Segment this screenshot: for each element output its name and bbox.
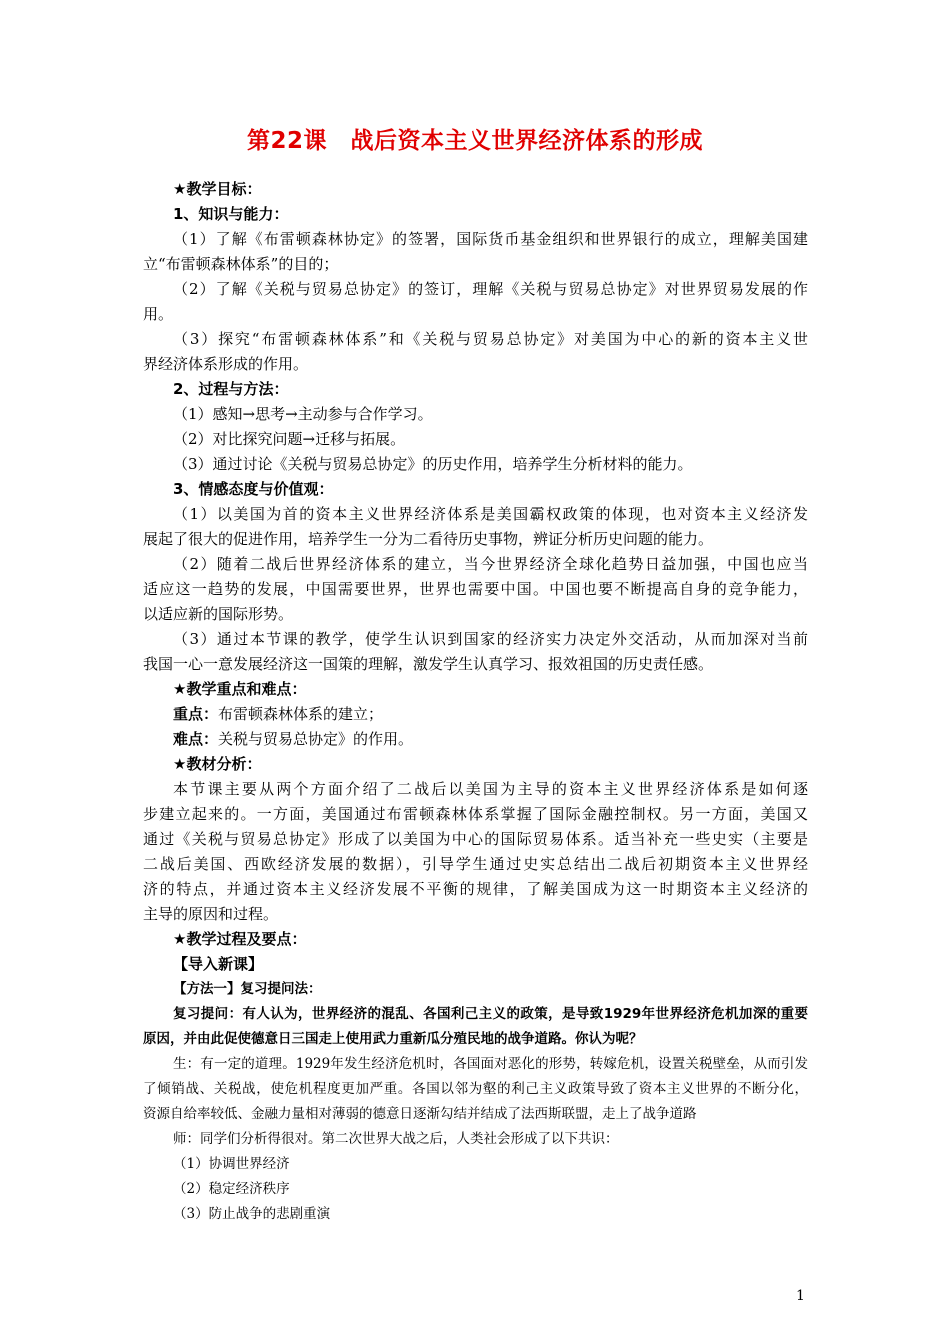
text-line: （3）通过本节课的教学，使学生认识到国家的经济实力决定外交活动，从而加深对当前: [173, 630, 808, 648]
text-line: 2、过程与方法：: [173, 380, 289, 398]
text-line: ★教学重点和难点：: [173, 680, 307, 698]
text-line: 用。: [143, 305, 174, 323]
text-line: （3）防止战争的悲剧重演: [173, 1206, 331, 1222]
text-line: 3、情感态度与价值观：: [173, 480, 334, 498]
text-line: 步建立起来的。一方面，美国通过布雷顿森林体系掌握了国际金融控制权。另一方面，美国又: [143, 805, 808, 823]
text-line: （2）了解《关税与贸易总协定》的签订，理解《关税与贸易总协定》对世界贸易发展的作: [173, 280, 808, 298]
text-line: 【导入新课】: [173, 955, 264, 973]
text-line: 适应这一趋势的发展，中国需要世界，世界也需要中国。中国也要不断提高自身的竞争能力，: [143, 580, 808, 598]
text-line: （2）对比探究问题→迁移与拓展。: [173, 430, 406, 448]
text-line: 1、知识与能力：: [173, 205, 289, 223]
text-line: 本节课主要从两个方面介绍了二战后以美国为主导的资本主义世界经济体系是如何逐: [173, 780, 808, 798]
document-body: [143, 177, 808, 1227]
text-line: ★教学目标：: [173, 180, 262, 198]
text-line: （1）协调世界经济: [173, 1156, 290, 1172]
text-line: 立“布雷顿森林体系”的目的；: [143, 255, 339, 273]
text-line: 【方法一】复习提问法：: [173, 981, 322, 997]
text-line: （2）随着二战后世界经济体系的建立，当今世界经济全球化趋势日益加强，中国也应当: [173, 555, 808, 573]
text-line: （2）稳定经济秩序: [173, 1181, 290, 1197]
inline-label: 重点：: [173, 705, 219, 723]
text-line: ★教学过程及要点：: [173, 930, 307, 948]
text-line: [143, 702, 808, 727]
inline-label: 难点：: [173, 730, 219, 748]
inline-text: 关税与贸易总协定》的作用。: [218, 730, 414, 748]
text-line: （1）以美国为首的资本主义世界经济体系是美国霸权政策的体现，也对资本主义经济发: [173, 505, 808, 523]
text-line: 复习提问：有人认为，世界经济的混乱、各国利己主义的政策，是导致1929年世界经济危机加深的重要: [173, 1006, 808, 1022]
text-line: ★教材分析：: [173, 755, 262, 773]
text-line: 济的特点，并通过资本主义经济发展不平衡的规律，了解美国成为这一时期资本主义经济的: [143, 880, 808, 898]
text-line: 以适应新的国际形势。: [143, 605, 294, 623]
text-line: 了倾销战、关税战，使危机程度更加严重。各国以邻为壑的利己主义政策导致了资本主义世界的不断分化，: [143, 1081, 808, 1097]
page-number: 1: [796, 1288, 805, 1304]
text-line: （3）探究“布雷顿森林体系”和《关税与贸易总协定》对美国为中心的新的资本主义世: [173, 330, 808, 348]
text-line: （3）通过讨论《关税与贸易总协定》的历史作用，培养学生分析材料的能力。: [173, 455, 693, 473]
text-line: （1）了解《布雷顿森林协定》的签署，国际货币基金组织和世界银行的成立，理解美国建: [173, 230, 808, 248]
text-line: 通过《关税与贸易总协定》形成了以美国为中心的国际贸易体系。适当补充一些史实（主要是: [143, 830, 808, 848]
text-line: 生：有一定的道理。1929年发生经济危机时，各国面对恶化的形势，转嫁危机，设置关税壁垒，从而引发: [173, 1056, 808, 1072]
text-line: 原因，并由此促使德意日三国走上使用武力重新瓜分殖民地的战争道路。你认为呢？: [143, 1031, 643, 1047]
text-line: 主导的原因和过程。: [143, 905, 279, 923]
inline-text: 布雷顿森林体系的建立；: [218, 705, 384, 723]
text-line: 界经济体系形成的作用。: [143, 355, 309, 373]
text-line: [143, 727, 808, 752]
text-line: 资源自给率较低、金融力量相对薄弱的德意日逐渐勾结并结成了法西斯联盟，走上了战争道路: [143, 1106, 697, 1122]
text-line: 师：同学们分析得很对。第二次世界大战之后，人类社会形成了以下共识：: [173, 1131, 619, 1147]
page-title: 第22课 战后资本主义世界经济体系的形成: [246, 128, 703, 154]
text-line: 我国一心一意发展经济这一国策的理解，激发学生认真学习、报效祖国的历史责任感。: [143, 655, 714, 673]
text-line: 展起了很大的促进作用，培养学生一分为二看待历史事物，辨证分析历史问题的能力。: [143, 530, 714, 548]
text-line: （1）感知→思考→主动参与合作学习。: [173, 405, 433, 423]
text-line: 二战后美国、西欧经济发展的数据），引导学生通过史实总结出二战后初期资本主义世界经: [143, 855, 808, 873]
